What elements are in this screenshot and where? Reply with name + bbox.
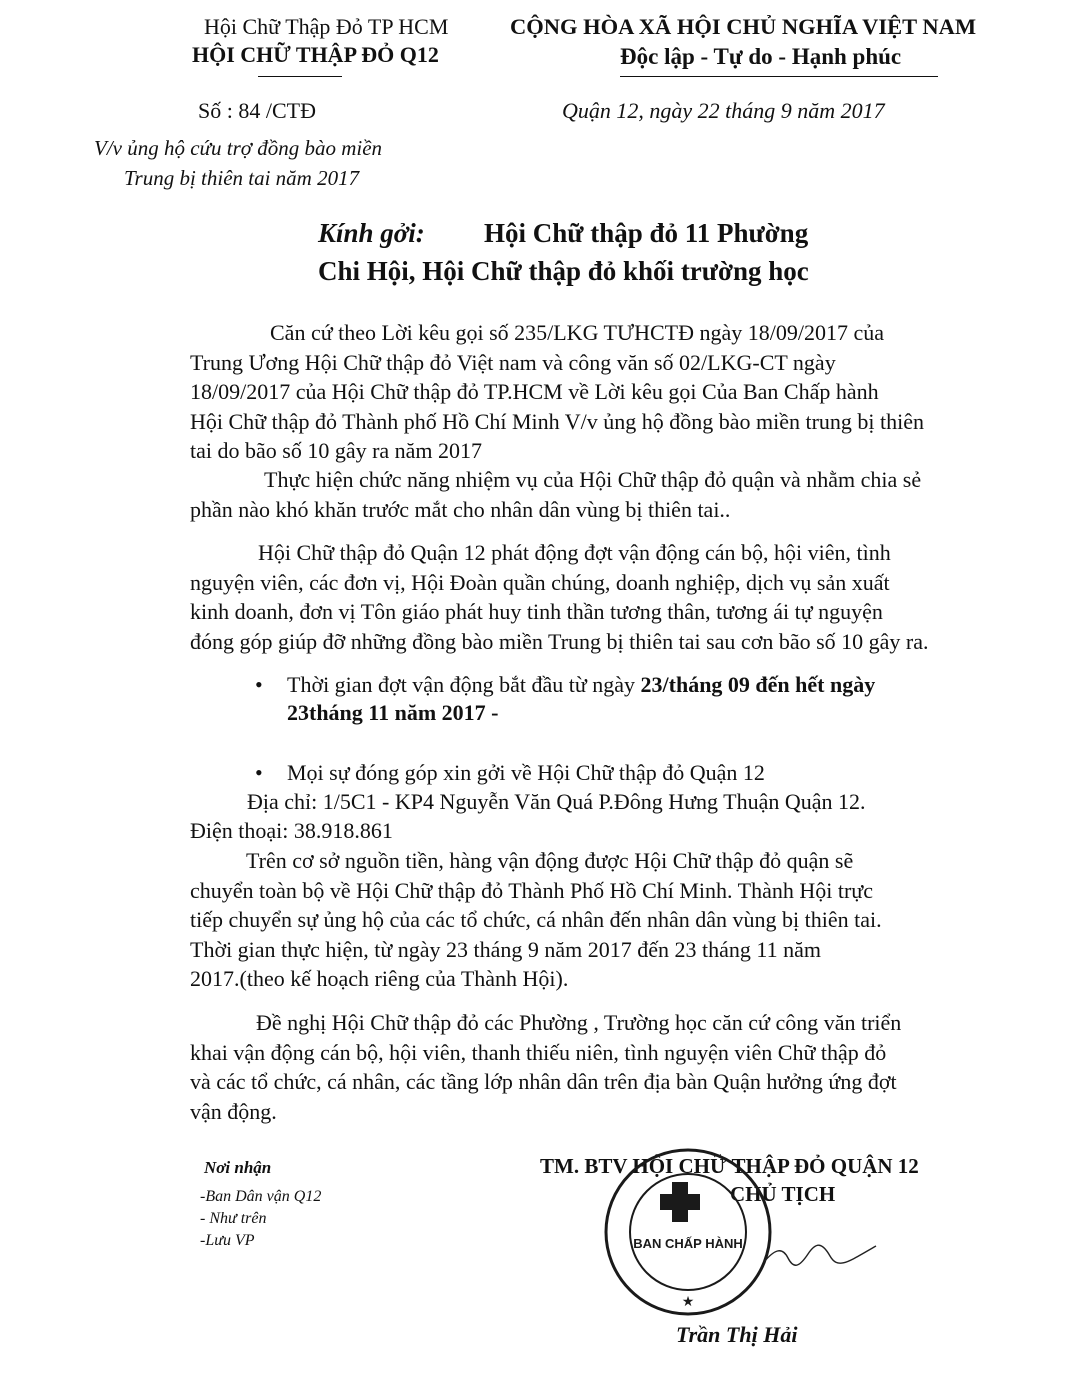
paragraph-line: Căn cứ theo Lời kêu gọi số 235/LKG TƯHCTĐ ngày 18/09/2017 của: [270, 320, 884, 345]
paragraph-2: [190, 465, 1002, 524]
handwritten-signature-icon: [760, 1232, 880, 1272]
paragraph-line: và các tổ chức, cá nhân, các tầng lớp nhân dân trên địa bàn Quận hưởng ứng đợt: [190, 1069, 897, 1094]
receiver-item: -Ban Dân vận Q12: [200, 1188, 322, 1205]
org-parent-name: Hội Chữ Thập Đỏ TP HCM: [204, 14, 449, 39]
paragraph-5: [190, 1008, 1002, 1126]
campaign-period-end: 23tháng 11 năm 2017 -: [287, 700, 499, 725]
nation-title: CỘNG HÒA XÃ HỘI CHỦ NGHĨA VIỆT NAM: [510, 14, 977, 39]
receivers-title: Nơi nhận: [204, 1158, 272, 1177]
paragraph-line: 18/09/2017 của Hội Chữ thập đỏ TP.HCM về Lời kêu gọi Của Ban Chấp hành: [190, 379, 879, 404]
campaign-period: [287, 672, 875, 698]
paragraph-line: Trên cơ sở nguồn tiền, hàng vận động được Hội Chữ thập đỏ quận sẽ: [246, 848, 854, 873]
paragraph-line: nguyện viên, các đơn vị, Hội Đoàn quần chúng, doanh nghiệp, dịch vụ sản xuất: [190, 569, 890, 595]
motto-underline: [620, 76, 938, 77]
paragraph-line: Thời gian thực hiện, từ ngày 23 tháng 9 năm 2017 đến 23 tháng 11 năm: [190, 936, 821, 962]
org-underline: [258, 76, 342, 77]
paragraph-4: [190, 846, 1002, 994]
paragraph-line: kinh doanh, đơn vị Tôn giáo phát huy tinh thần tương thân, tương ái tự nguyện: [190, 599, 883, 624]
campaign-period-lead: Thời gian đợt vận động bắt đầu từ ngày: [287, 672, 641, 697]
paragraph-line: tai do bão số 10 gây ra năm 2017: [190, 438, 483, 463]
svg-text:★: ★: [681, 1293, 695, 1309]
paragraph-line: vận động.: [190, 1098, 277, 1124]
recipient-line-1: Hội Chữ thập đỏ 11 Phường: [484, 218, 809, 248]
seal-center-text: BAN CHẤP HÀNH: [633, 1236, 743, 1251]
contribution-note: Mọi sự đóng góp xin gởi về Hội Chữ thập đỏ Quận 12: [287, 760, 765, 785]
place-date: Quận 12, ngày 22 tháng 9 năm 2017: [562, 98, 885, 123]
paragraph-3: [190, 538, 1002, 656]
sign-title: TM. BTV HỘI CHỮ THẬP ĐỎ QUẬN 12: [540, 1154, 919, 1178]
receiver-item: -Lưu VP: [200, 1232, 255, 1249]
sign-role: CHỦ TỊCH: [730, 1182, 836, 1206]
nation-motto: Độc lập - Tự do - Hạnh phúc: [620, 44, 902, 69]
paragraph-line: khai vận động cán bộ, hội viên, thanh thiếu niên, tình nguyện viên Chữ thập đỏ: [190, 1039, 887, 1065]
subject-line-1: V/v ủng hộ cứu trợ đồng bào miền: [94, 136, 383, 160]
paragraph-line: Thực hiện chức năng nhiệm vụ của Hội Chữ thập đỏ quận và nhằm chia sẻ: [264, 467, 922, 492]
recipient-label: Kính gởi:: [318, 218, 425, 248]
bullet-icon: •: [255, 672, 263, 697]
official-seal-icon: [602, 1146, 774, 1318]
paragraph-line: Hội Chữ thập đỏ Quận 12 phát động đợt vận động cán bộ, hội viên, tình: [258, 540, 891, 565]
paragraph-line: Hội Chữ thập đỏ Thành phố Hồ Chí Minh V/v ủng hộ đồng bào miền trung bị thiên: [190, 408, 925, 434]
paragraph-line: chuyển toàn bộ về Hội Chữ thập đỏ Thành Phố Hồ Chí Minh. Thành Hội trực: [190, 877, 873, 903]
paragraph-line: Đề nghị Hội Chữ thập đỏ các Phường , Trường học căn cứ công văn triển: [256, 1010, 902, 1035]
signer-name: Trần Thị Hải: [676, 1322, 798, 1347]
recipient-line-2: Chi Hội, Hội Chữ thập đỏ khối trường học: [318, 256, 809, 286]
paragraph-1: [190, 318, 1002, 466]
campaign-period-start: 23/tháng 09 đến hết ngày: [640, 672, 876, 697]
receiver-item: - Như trên: [200, 1210, 267, 1227]
paragraph-line: tiếp chuyển sự ủng hộ của các tổ chức, cá nhân đến nhân dân vùng bị thiên tai.: [190, 907, 882, 932]
document-number: Số : 84 /CTĐ: [198, 98, 316, 123]
address: Địa chỉ: 1/5C1 - KP4 Nguyễn Văn Quá P.Đông Hưng Thuận Quận 12.: [247, 789, 866, 814]
paragraph-line: Trung Ương Hội Chữ thập đỏ Việt nam và công văn số 02/LKG-CT ngày: [190, 349, 836, 375]
subject-line-2: Trung bị thiên tai năm 2017: [124, 166, 360, 190]
bullet-icon: •: [255, 760, 263, 785]
org-name: HỘI CHỮ THẬP ĐỎ Q12: [192, 42, 439, 67]
paragraph-line: đóng góp giúp đỡ những đồng bào miền Trung bị thiên tai sau cơn bão số 10 gây ra.: [190, 628, 929, 654]
paragraph-line: phần nào khó khăn trước mắt cho nhân dân vùng bị thiên tai..: [190, 496, 731, 522]
phone: Điện thoại: 38.918.861: [190, 818, 393, 843]
paragraph-line: 2017.(theo kế hoạch riêng của Thành Hội).: [190, 966, 569, 991]
